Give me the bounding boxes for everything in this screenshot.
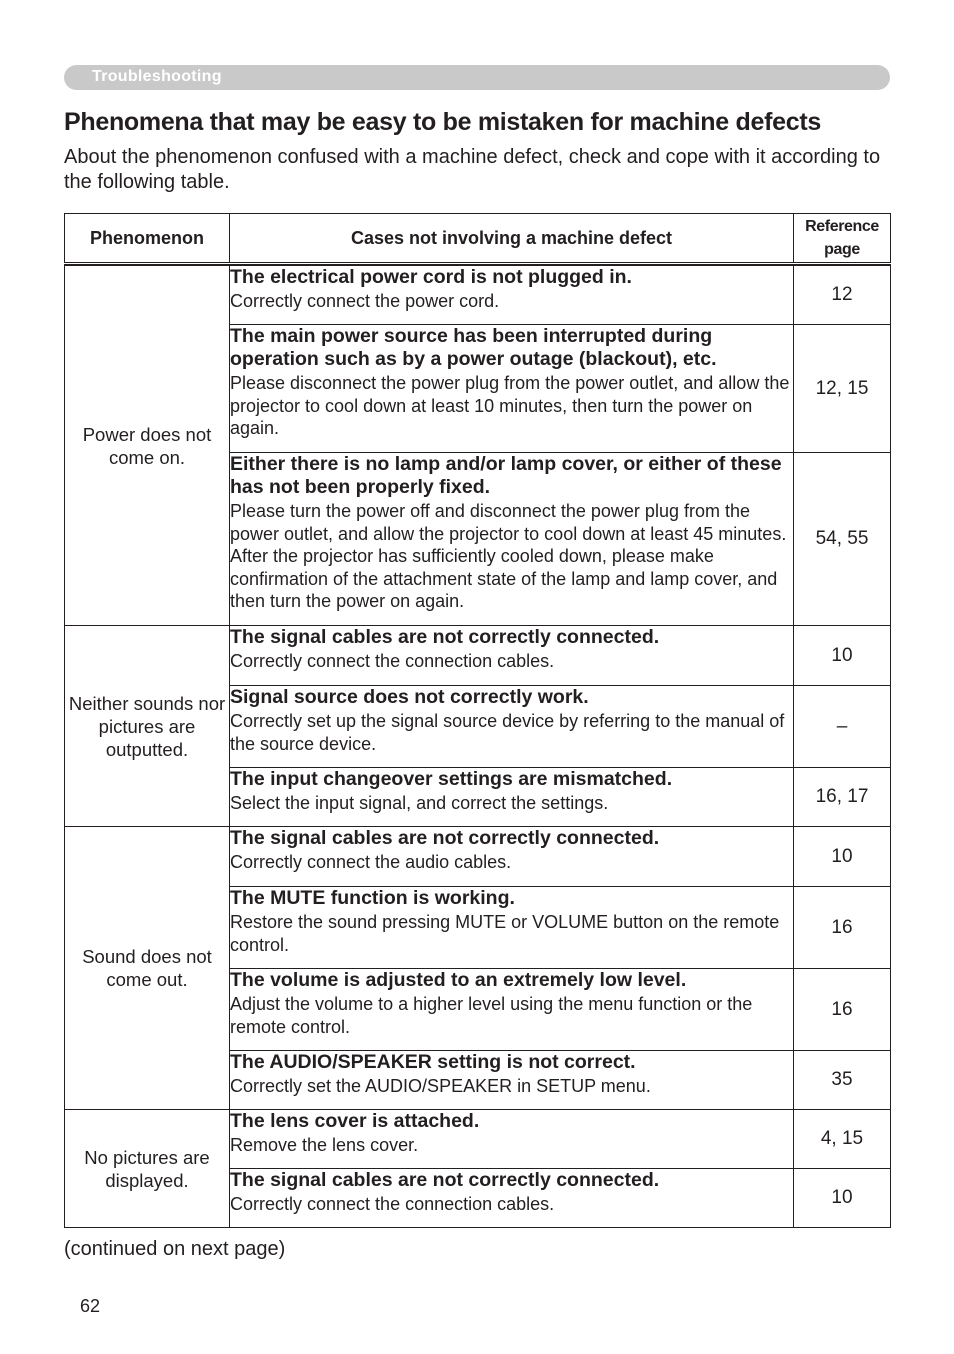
case-title: The signal cables are not correctly connected. [230,626,660,648]
page-number: 62 [80,1296,101,1316]
case-cell [230,453,794,626]
phenomenon-cell: Sound does not come out. [65,827,230,1110]
case-cell [230,1051,794,1110]
case-description: Select the input signal, and correct the settings. [230,793,609,813]
case-title: The MUTE function is working. [230,887,515,909]
table-row [65,1110,891,1169]
table-row [65,266,891,325]
reference-page-cell: 16, 17 [794,768,891,827]
case-cell [230,266,794,325]
case-description: Adjust the volume to a higher level using the menu function or the remote control. [230,994,753,1037]
reference-page-cell: 16 [794,887,891,969]
case-cell [230,827,794,887]
case-cell [230,1169,794,1228]
reference-page-cell: 10 [794,1169,891,1228]
case-title: The signal cables are not correctly connected. [230,1169,660,1191]
table-row [65,827,891,887]
case-description: Correctly set up the signal source device by referring to the manual of the source device. [230,711,785,754]
case-description: Correctly connect the connection cables. [230,1194,555,1214]
header-phenomenon: Phenomenon [65,214,230,264]
case-cell [230,887,794,969]
case-title: The volume is adjusted to an extremely low level. [230,969,687,991]
header-cases: Cases not involving a machine defect [230,214,794,264]
case-title: Either there is no lamp and/or lamp cover, or either of these has not been properly fixed. [230,453,782,498]
reference-page-cell: 54, 55 [794,453,891,626]
case-title: The lens cover is attached. [230,1110,480,1132]
phenomenon-cell: Power does not come on. [65,266,230,626]
intro-text: About the phenomenon confused with a machine defect, check and cope with it according to the following table. [64,146,881,193]
case-cell [230,969,794,1051]
case-description: Restore the sound pressing MUTE or VOLUME button on the remote control. [230,912,780,955]
case-cell [230,768,794,827]
reference-page-cell: 12 [794,266,891,325]
troubleshooting-table [64,213,891,1228]
header-reference-line1: Reference [805,218,879,235]
header-reference-line2: page [824,241,860,258]
case-description: Please turn the power off and disconnect the power plug from the power outlet, and allow the projector to cool down at least 45 minutes. After the projector has sufficiently cooled down, please make confirmation of the attachment state of the lamp and lamp cover, and then turn the power on again. [230,501,787,611]
phenomenon-cell: Neither sounds nor pictures are outputted. [65,626,230,827]
reference-page-cell: 16 [794,969,891,1051]
table-row [65,626,891,686]
phenomenon-cell: No pictures are displayed. [65,1110,230,1228]
reference-page-cell: – [794,686,891,768]
header-reference-page [794,214,891,264]
case-description: Correctly set the AUDIO/SPEAKER in SETUP menu. [230,1076,651,1096]
continued-note: (continued on next page) [64,1238,286,1260]
case-title: Signal source does not correctly work. [230,686,589,708]
case-title: The electrical power cord is not plugged in. [230,266,632,288]
case-title: The main power source has been interrupted during operation such as by a power outage (blackout), etc. [230,325,717,370]
table-header-row [65,214,891,264]
page-title: Phenomena that may be easy to be mistaken for machine defects [64,108,821,136]
reference-page-cell: 10 [794,626,891,686]
case-cell [230,626,794,686]
section-label: Troubleshooting [92,68,222,85]
case-cell [230,1110,794,1169]
section-header-bar [64,65,890,90]
case-title: The signal cables are not correctly connected. [230,827,660,849]
case-title: The input changeover settings are mismatched. [230,768,673,790]
case-description: Please disconnect the power plug from the power outlet, and allow the projector to cool down at least 10 minutes, then turn the power on again. [230,373,790,438]
case-cell [230,686,794,768]
reference-page-cell: 4, 15 [794,1110,891,1169]
reference-page-cell: 10 [794,827,891,887]
case-description: Remove the lens cover. [230,1135,419,1155]
case-title: The AUDIO/SPEAKER setting is not correct. [230,1051,636,1073]
case-description: Correctly connect the connection cables. [230,651,555,671]
reference-page-cell: 35 [794,1051,891,1110]
reference-page-cell: 12, 15 [794,325,891,453]
case-description: Correctly connect the audio cables. [230,852,512,872]
case-cell [230,325,794,453]
case-description: Correctly connect the power cord. [230,291,500,311]
